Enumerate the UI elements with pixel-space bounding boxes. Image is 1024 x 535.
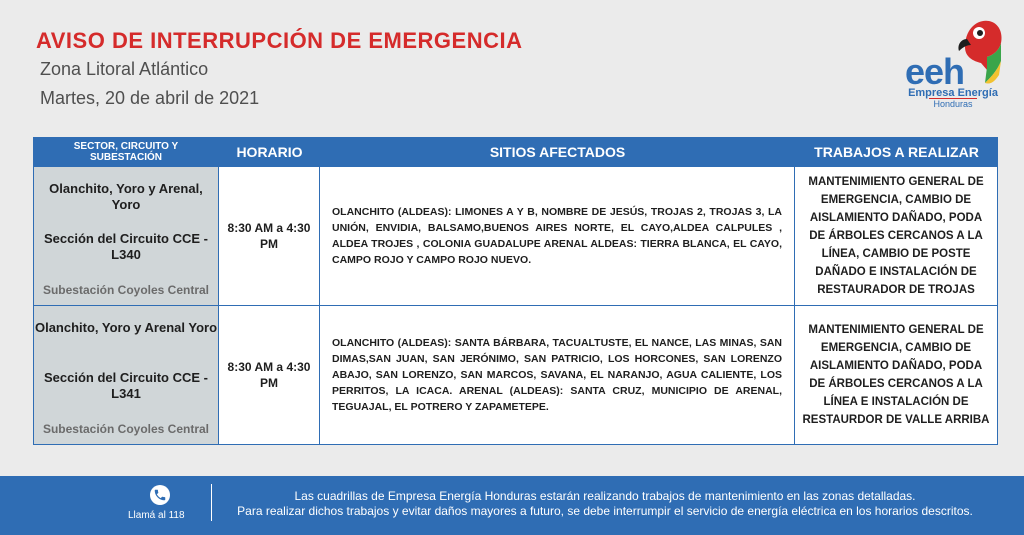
footer-bar	[0, 476, 1024, 535]
footer-message-line1: Las cuadrillas de Empresa Energía Honduras estarán realizando trabajos de mantenimiento en las zonas detalladas.	[294, 489, 916, 503]
outage-table	[33, 137, 998, 445]
company-logo	[895, 15, 1005, 110]
sites-cell: OLANCHITO (ALDEAS): LIMONES A Y B, NOMBRE DE JESÚS, TROJAS 2, TROJAS 3, LA UNIÓN, ENVIDIA, BALSAMO,BUENOS AIRES NORTE, EL CAYO,ALDEA CALPULES , ALDEA TROJES , COLONIA GUADALUPE ARENAL ALDEAS: TIERRA BLANCA, EL CAYO, CAMPO ROJO Y CAMPO ROJO NUEVO.	[320, 167, 795, 305]
sites-cell: OLANCHITO (ALDEAS): SANTA BÁRBARA, TACUALTUSTE, EL NANCE, LAS MINAS, SAN DIMAS,SAN JUAN, SAN JERÓNIMO, SAN PATRICIO, LOS HORCONES, SAN LORENZO ABAJO, SAN LORENZO, SAN MARCOS, SAVANA, EL NARANJO, AGUA CALIENTE, LOS PERRITOS, LA ICACA. ARENAL (ALDEAS): SANTA CRUZ, MUNICIPIO DE ARENAL, TEGUAJAL, EL POTRERO Y ZAPAMETEPE.	[320, 306, 795, 444]
logo-country: Honduras	[929, 98, 976, 109]
schedule-cell: 8:30 AM a 4:30 PM	[219, 167, 320, 305]
footer-message-line2: Para realizar dichos trabajos y evitar daños mayores a futuro, se debe interrumpir el servicio de energía eléctrica en los horarios descritos.	[237, 504, 973, 518]
logo-mark: eeh	[905, 51, 965, 92]
location-text: Olanchito, Yoro y Arenal Yoro	[34, 320, 218, 335]
header-schedule: HORARIO	[236, 144, 303, 160]
table-header	[33, 137, 998, 167]
logo-company-name: Empresa Energía	[908, 87, 998, 99]
substation-text: Subestación Coyoles Central	[42, 283, 210, 297]
phone-icon[interactable]	[150, 485, 170, 505]
zone-subtitle: Zona Litoral Atlántico	[40, 59, 209, 79]
header-sector: SECTOR, CIRCUITO Y SUBESTACIÓN	[73, 141, 179, 163]
works-cell: MANTENIMIENTO GENERAL DE EMERGENCIA, CAMBIO DE AISLAMIENTO DAÑADO, PODA DE ÁRBOLES CERCANOS A LA LÍNEA, CAMBIO DE POSTE DAÑADO E INSTALACIÓN DE RESTAURADOR DE TROJAS	[808, 176, 984, 296]
header-sites: SITIOS AFECTADOS	[489, 144, 626, 160]
notice-date: Martes, 20 de abril de 2021	[40, 88, 260, 108]
works-cell: MANTENIMIENTO GENERAL DE EMERGENCIA, CAMBIO DE AISLAMIENTO DAÑADO, PODA DE ÁRBOLES CERCANOS A LA LÍNEA E INSTALACIÓN DE RESTAURDOR DE VALLE ARRIBA	[802, 324, 990, 426]
page-title: AVISO DE INTERRUPCIÓN DE EMERGENCIA	[36, 28, 523, 53]
sector-cell	[34, 167, 219, 305]
parrot-icon	[957, 17, 1003, 87]
call-label[interactable]: Llamá al 118	[128, 510, 185, 521]
location-text: Olanchito, Yoro y Arenal, Yoro	[49, 181, 203, 212]
section-text: Sección del Circuito CCE - L341	[44, 370, 208, 401]
schedule-cell: 8:30 AM a 4:30 PM	[219, 306, 320, 444]
header-works: TRABAJOS A REALIZAR	[814, 144, 979, 160]
table-row	[33, 306, 998, 445]
footer-divider	[211, 484, 212, 521]
section-text: Sección del Circuito CCE - L340	[44, 231, 208, 262]
substation-text: Subestación Coyoles Central	[42, 422, 210, 436]
table-row	[33, 167, 998, 306]
sector-cell	[34, 306, 219, 444]
footer-message	[220, 489, 990, 519]
